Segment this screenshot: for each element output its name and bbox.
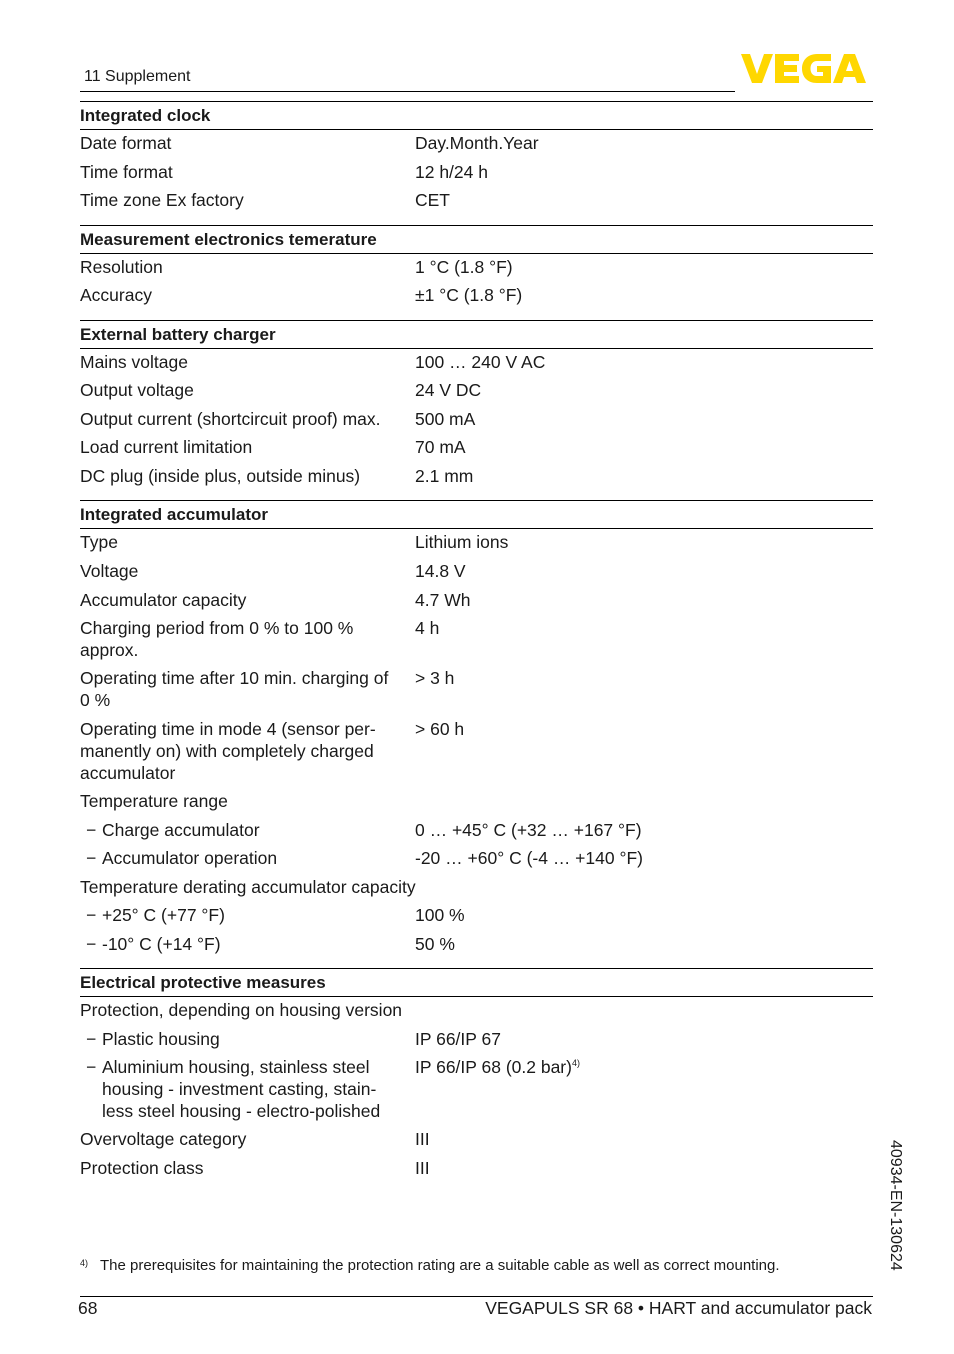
row-label: Time format: [80, 162, 173, 182]
row-label-line: 0 %: [80, 690, 111, 710]
footer-rule: [80, 1296, 873, 1297]
row-label: [80, 718, 400, 784]
row-value: 500 mA: [415, 409, 476, 429]
list-dash: −: [86, 934, 97, 954]
row-label-line: Charging period from 0 % to 100 %: [80, 618, 354, 638]
section-rule-top: [80, 101, 873, 102]
footnote-ref[interactable]: 4): [571, 1058, 580, 1069]
section-title-clock: Integrated clock: [80, 106, 211, 125]
row-label-line: accumulator: [80, 763, 176, 783]
document-code: 40934-EN-130624: [887, 1140, 904, 1271]
row-value: 100 … 240 V AC: [415, 352, 546, 372]
list-dash: −: [86, 820, 97, 840]
row-label: Overvoltage category: [80, 1129, 247, 1149]
row-value: 14.8 V: [415, 561, 466, 581]
sub-row-label: Accumulator operation: [102, 848, 278, 868]
row-value: 70 mA: [415, 437, 466, 457]
sub-row-value: -20 … +60° C (-4 … +140 °F): [415, 848, 643, 868]
row-label: [80, 617, 400, 661]
row-value: Day.Month.Year: [415, 133, 539, 153]
row-label: Time zone Ex factory: [80, 190, 244, 210]
row-label: Output voltage: [80, 380, 194, 400]
section-rule-top: [80, 968, 873, 969]
document-title: VEGAPULS SR 68 • HART and accumulator pack: [485, 1298, 872, 1318]
row-label: Load current limitation: [80, 437, 253, 457]
row-label: Mains voltage: [80, 352, 188, 372]
sub-row-label: Charge accumulator: [102, 820, 260, 840]
row-label: Output current (shortcircuit proof) max.: [80, 409, 381, 429]
row-value: ±1 °C (1.8 °F): [415, 285, 523, 305]
sub-row-label: -10° C (+14 °F): [102, 934, 221, 954]
section-rule-top: [80, 225, 873, 226]
group-label: Protection, depending on housing version: [80, 1000, 403, 1020]
row-value: III: [415, 1129, 430, 1149]
row-value: III: [415, 1158, 430, 1178]
section-title-protective: Electrical protective measures: [80, 973, 326, 992]
list-dash: −: [86, 1029, 97, 1049]
row-label-line: Operating time after 10 min. charging of: [80, 668, 389, 688]
section-title-temperature: Measurement electronics temerature: [80, 230, 377, 249]
section-rule-bottom: [80, 528, 873, 529]
section-rule-bottom: [80, 348, 873, 349]
row-label-line: manently on) with completely charged: [80, 741, 374, 761]
section-rule-bottom: [80, 253, 873, 254]
row-value: 24 V DC: [415, 380, 482, 400]
row-label-line: Operating time in mode 4 (sensor per-: [80, 719, 376, 739]
sub-row-label: [102, 1056, 402, 1122]
row-value: 2.1 mm: [415, 466, 474, 486]
value-text: IP 66/IP 68 (0.2 bar): [415, 1057, 572, 1077]
row-label: Voltage: [80, 561, 139, 581]
row-label-line: less steel housing - electro-polished: [102, 1101, 381, 1121]
sub-row-label: Plastic housing: [102, 1029, 220, 1049]
footnote-text: The prerequisites for maintaining the protection rating are a suitable cable as well as correct mounting.: [100, 1257, 780, 1274]
row-value: 4 h: [415, 618, 440, 638]
row-label-line: approx.: [80, 640, 139, 660]
vega-logo: [741, 52, 873, 84]
row-label: DC plug (inside plus, outside minus): [80, 466, 361, 486]
section-rule-bottom: [80, 996, 873, 997]
page-number: 68: [78, 1298, 98, 1318]
section-title-accumulator: Integrated accumulator: [80, 505, 268, 524]
group-label: Temperature range: [80, 791, 228, 811]
row-label-line: Aluminium housing, stainless steel: [102, 1057, 370, 1077]
list-dash: −: [86, 905, 97, 925]
row-label: Accumulator capacity: [80, 590, 247, 610]
sub-row-value: 0 … +45° C (+32 … +167 °F): [415, 820, 642, 840]
row-value: CET: [415, 190, 450, 210]
section-title-charger: External battery charger: [80, 325, 276, 344]
section-rule-top: [80, 320, 873, 321]
row-value: 12 h/24 h: [415, 162, 488, 182]
row-label: Accuracy: [80, 285, 152, 305]
row-value: Lithium ions: [415, 532, 509, 552]
row-label: Type: [80, 532, 118, 552]
list-dash: −: [86, 1057, 97, 1077]
sub-row-value: [415, 1056, 580, 1078]
row-label-line: housing - investment casting, stain-: [102, 1079, 377, 1099]
row-value: 4.7 Wh: [415, 590, 471, 610]
row-value: 1 °C (1.8 °F): [415, 257, 513, 277]
footnote-number: 4): [80, 1258, 89, 1268]
row-label: Resolution: [80, 257, 163, 277]
row-value: > 3 h: [415, 668, 455, 688]
row-label: Date format: [80, 133, 172, 153]
list-dash: −: [86, 848, 97, 868]
group-label: Temperature derating accumulator capacity: [80, 877, 416, 897]
section-rule-bottom: [80, 129, 873, 130]
sub-row-label: +25° C (+77 °F): [102, 905, 225, 925]
header-rule: [80, 91, 735, 92]
section-rule-top: [80, 500, 873, 501]
sub-row-value: IP 66/IP 67: [415, 1029, 501, 1049]
sub-row-value: 100 %: [415, 905, 465, 925]
row-label: Protection class: [80, 1158, 204, 1178]
header-section: 11 Supplement: [84, 68, 191, 85]
row-label: [80, 667, 410, 711]
sub-row-value: 50 %: [415, 934, 455, 954]
row-value: > 60 h: [415, 719, 465, 739]
